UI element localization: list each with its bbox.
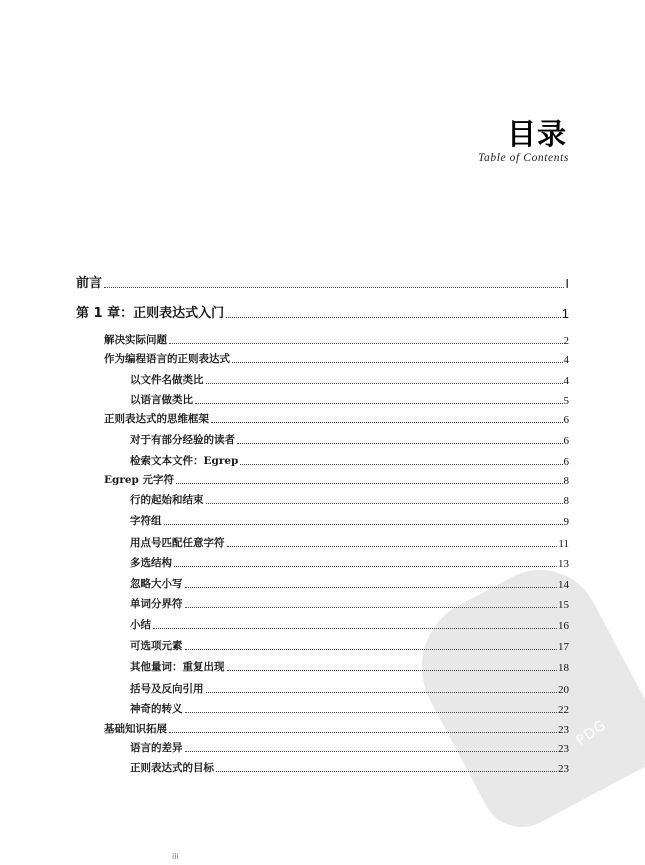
toc-entry-label: 可选项元素 (130, 640, 183, 652)
toc-entry-page: I (565, 276, 569, 291)
toc-entry-page: 8 (563, 475, 569, 487)
dot-leader (206, 383, 563, 384)
toc-entry-label: 解决实际问题 (104, 334, 167, 346)
toc-entry-page: 15 (558, 599, 569, 611)
dot-leader (216, 771, 557, 772)
toc-entry-page: 6 (563, 435, 569, 447)
toc-entry[interactable] (130, 535, 569, 550)
dot-leader (240, 464, 562, 465)
page-subtitle: Table of Contents (478, 152, 569, 164)
toc-entry-label: 对于有部分经验的读者 (130, 434, 235, 446)
toc-entry[interactable] (130, 596, 569, 611)
toc-entry-page: 6 (563, 456, 569, 468)
dot-leader (104, 287, 564, 288)
toc-entry[interactable] (104, 721, 569, 736)
toc-entry-label: 单词分界符 (130, 598, 183, 610)
dot-leader (227, 670, 558, 671)
toc-entry-page: 16 (558, 620, 569, 632)
dot-leader (232, 362, 563, 363)
dot-leader (153, 628, 557, 629)
toc-entry-label: 语言的差异 (130, 742, 183, 754)
toc-entry-label: 其他量词：重复出现 (130, 661, 225, 673)
dot-leader (185, 712, 558, 713)
toc-entry-label: 神奇的转义 (130, 703, 183, 715)
toc-entry-label: 字符组 (130, 515, 162, 527)
watermark-text: PDG (573, 716, 610, 750)
toc-entry[interactable] (130, 453, 569, 468)
toc-entry[interactable] (130, 617, 569, 632)
toc-entry-label: 基础知识拓展 (104, 723, 167, 735)
toc-entry[interactable] (104, 351, 569, 366)
toc-entry-label: 作为编程语言的正则表达式 (104, 353, 230, 365)
toc-entry[interactable] (130, 760, 569, 775)
toc-entry[interactable] (130, 659, 569, 674)
dot-leader (185, 751, 558, 752)
dot-leader (237, 443, 563, 444)
toc-entry-label: Egrep 元字符 (104, 474, 175, 486)
toc-entry-page: 1 (561, 306, 569, 321)
toc-entry-label: 小结 (130, 619, 151, 631)
toc-entry-label: 忽略大小写 (130, 578, 183, 590)
toc-entry-page: 8 (563, 495, 569, 507)
toc-entry-label: 多选结构 (130, 557, 172, 569)
dot-leader (164, 524, 563, 525)
toc-entry-page: 5 (563, 395, 569, 407)
toc-entry[interactable] (130, 492, 569, 507)
toc-entry[interactable] (130, 392, 569, 407)
toc-entry-page: 17 (558, 641, 569, 653)
toc-entry-page: 22 (558, 704, 569, 716)
toc-entry[interactable] (130, 372, 569, 387)
dot-leader (195, 403, 563, 404)
dot-leader (227, 546, 558, 547)
toc-entry-label: 以文件名做类比 (130, 374, 204, 386)
dot-leader (206, 692, 558, 693)
toc-entry-page: 11 (558, 538, 569, 550)
toc-entry-label: 行的起始和结束 (130, 494, 204, 506)
toc-entry-page: 20 (558, 684, 569, 696)
toc-entry-label: 括号及反向引用 (130, 683, 204, 695)
toc-entry-label: 第 1 章：正则表达式入门 (76, 306, 225, 321)
toc-entry-page: 18 (558, 662, 569, 674)
toc-entry[interactable] (130, 740, 569, 755)
toc-entry[interactable] (130, 701, 569, 716)
toc-entry[interactable] (130, 513, 569, 528)
toc-entry[interactable] (104, 472, 569, 487)
toc-entry[interactable] (130, 432, 569, 447)
toc-entry-label: 以语言做类比 (130, 394, 193, 406)
dot-leader (211, 422, 563, 423)
toc-entry-page: 13 (558, 558, 569, 570)
toc-entry-label: 正则表达式的思维框架 (104, 413, 209, 425)
toc-entry-label: 正则表达式的目标 (130, 762, 214, 774)
toc-entry[interactable] (104, 332, 569, 347)
toc-entry-page: 14 (558, 579, 569, 591)
toc-entry-page: 4 (563, 375, 569, 387)
dot-leader (206, 503, 563, 504)
toc-entry-page: 6 (563, 414, 569, 426)
toc-entry[interactable] (76, 272, 569, 291)
page-number-footer: iii (172, 852, 179, 861)
toc-entry[interactable] (130, 555, 569, 570)
toc-entry-page: 23 (558, 743, 569, 755)
dot-leader (185, 607, 558, 608)
dot-leader (185, 649, 558, 650)
dot-leader (174, 566, 557, 567)
toc-entry-page: 9 (563, 516, 569, 528)
toc-entry-label: 用点号匹配任意字符 (130, 537, 225, 549)
toc-entry[interactable] (76, 302, 569, 321)
toc-entry[interactable] (130, 681, 569, 696)
page-title: 目录 (506, 117, 567, 151)
toc-entry-page: 2 (563, 335, 569, 347)
toc-entry-label: 前言 (76, 276, 103, 291)
toc-entry-label: 检索文本文件：Egrep (130, 455, 239, 467)
toc-entry[interactable] (104, 411, 569, 426)
dot-leader (185, 587, 558, 588)
toc-entry[interactable] (130, 638, 569, 653)
toc-entry-page: 23 (558, 763, 569, 775)
dot-leader (176, 483, 562, 484)
dot-leader (226, 317, 561, 318)
toc-entry-page: 23 (558, 724, 569, 736)
toc-entry-page: 4 (563, 354, 569, 366)
toc-entry[interactable] (130, 576, 569, 591)
dot-leader (169, 732, 557, 733)
dot-leader (169, 343, 563, 344)
